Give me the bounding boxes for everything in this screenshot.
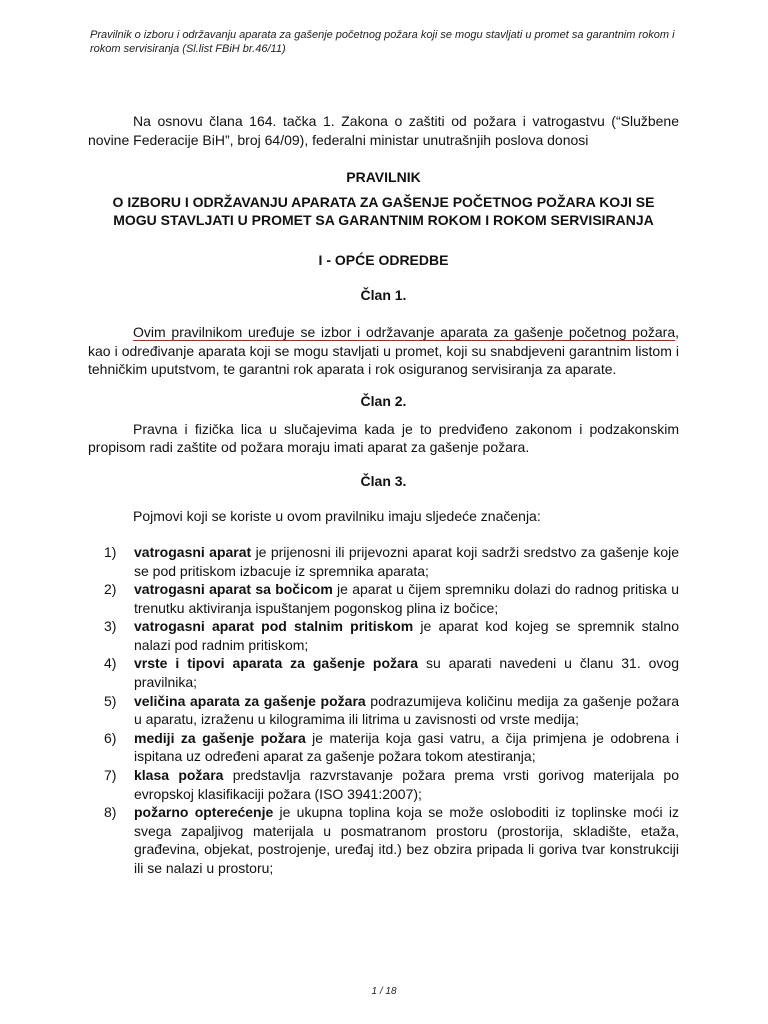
definition-number: 1) — [104, 543, 117, 560]
running-header: Pravilnik o izboru i održavanju aparata za gašenje početnog požara koji se mogu stavljati u promet sa garantnim rokom i rokom servisiranja (Sl.list FBiH br.46/11) — [90, 29, 675, 55]
definition-item — [88, 580, 679, 617]
definitions-list — [88, 543, 679, 878]
definition-term: mediji za gašenje požara — [134, 729, 306, 746]
definition-text: je prijenosni ili prijevozni aparat koji sadrži sredstvo za gašenje koje se pod pritiskom izbacuje iz spremnika aparata; — [134, 543, 680, 579]
definition-term: požarno opterećenje — [134, 804, 274, 821]
definition-text: podrazumijeva količinu medija za gašenje požara u aparatu, izraženu u kilogramima ili litrima u zavisnosti od vrste medija; — [134, 692, 679, 728]
definition-number: 5) — [104, 692, 117, 709]
document-subtitle: O IZBORU I ODRŽAVANJU APARATA ZA GAŠENJE POČETNOG POŽARA KOJI SE MOGU STAVLJATI U PROMET SA GARANTNIM ROKOM I ROKOM SERVISIRANJA — [112, 193, 655, 229]
article-3-paragraph: Pojmovi koji se koriste u ovom pravilniku imaju sljedeće značenja: — [133, 508, 541, 525]
definition-text: je ukupna toplina koja se može osloboditi iz toplinske moći iz svega zapaljivog materijala u posmatranom prostoru (prostorija, skladište, etaža, građevina, objekat, postrojenje, uređaj itd.) bez obzira pripada li goriva tvar konstrukciji ili se nalazi u prostoru; — [134, 804, 679, 876]
definition-term: veličina aparata za gašenje požara — [134, 692, 366, 709]
article-1-text: , kao i određivanje aparata koji se mogu stavljati u promet, koji su snabdjeveni garantnim listom i tehničkim uputstvom, te garantni rok aparata i rok osiguranog servisiranja za aparate. — [88, 324, 679, 378]
definition-text: je aparat kod kojeg se spremnik stalno nalazi pod radnim pritiskom; — [134, 618, 679, 653]
definition-item — [88, 654, 679, 691]
article-3-heading: Član 3. — [360, 472, 407, 489]
definition-term: klasa požara — [134, 767, 224, 784]
section-title: I - OPĆE ODREDBE — [318, 251, 449, 268]
article-1-paragraph — [88, 323, 679, 379]
document-title: PRAVILNIK — [346, 169, 421, 186]
definition-number: 6) — [104, 729, 117, 746]
definition-text: su aparati navedeni u članu 31. ovog pravilnika; — [134, 655, 679, 691]
definition-number: 7) — [104, 767, 117, 784]
article-2-heading: Član 2. — [360, 392, 407, 409]
definition-text: je materija koja gasi vatru, a čija primjena je odobrena i ispitana uz određeni aparat za gašenje požara tokom atestiranja; — [134, 729, 680, 765]
document-body — [88, 112, 679, 878]
definition-item — [88, 692, 679, 729]
definition-term: vatrogasni aparat pod stalnim pritiskom — [134, 618, 414, 635]
definition-item — [88, 766, 679, 803]
definition-text: predstavlja razvrstavanje požara prema vrsti gorivog materijala po evropskoj klasifikaciji požara (ISO 3941:2007); — [134, 767, 679, 802]
article-2-paragraph: Pravna i fizička lica u slučajevima kada je to predviđeno zakonom i podzakonskim propisom radi zaštite od požara moraju imati aparat za gašenje požara. — [88, 420, 679, 456]
definition-number: 4) — [104, 655, 117, 672]
definition-item — [88, 729, 679, 766]
article-1-heading: Član 1. — [360, 286, 407, 303]
definition-text: je aparat u čijem spremniku dolazi do radnog pritiska u trenutku aktiviranja ispuštanjem pogonskog plina iz bočice; — [134, 581, 679, 616]
intro-paragraph: Na osnovu člana 164. tačka 1. Zakona o zaštiti od požara i vatrogastvu (“Službene novine Federacije BiH”, broj 64/09), federalni ministar unutrašnjih poslova donosi — [88, 113, 679, 148]
definition-term: vatrogasni aparat — [134, 543, 252, 560]
definition-number: 2) — [104, 581, 117, 598]
definition-item — [88, 617, 679, 654]
page-number: 1 / 18 — [371, 986, 397, 997]
definition-term: vatrogasni aparat sa bočicom — [134, 581, 333, 598]
definition-item — [88, 803, 679, 877]
definition-number: 3) — [104, 618, 117, 635]
definition-term: vrste i tipovi aparata za gašenje požara — [134, 655, 419, 672]
spellcheck-underlined-text: Ovim pravilnikom uređuje se izbor i održavanje aparata za gašenje početnog požara — [133, 324, 676, 341]
definition-number: 8) — [104, 804, 117, 821]
definition-item — [88, 543, 679, 580]
